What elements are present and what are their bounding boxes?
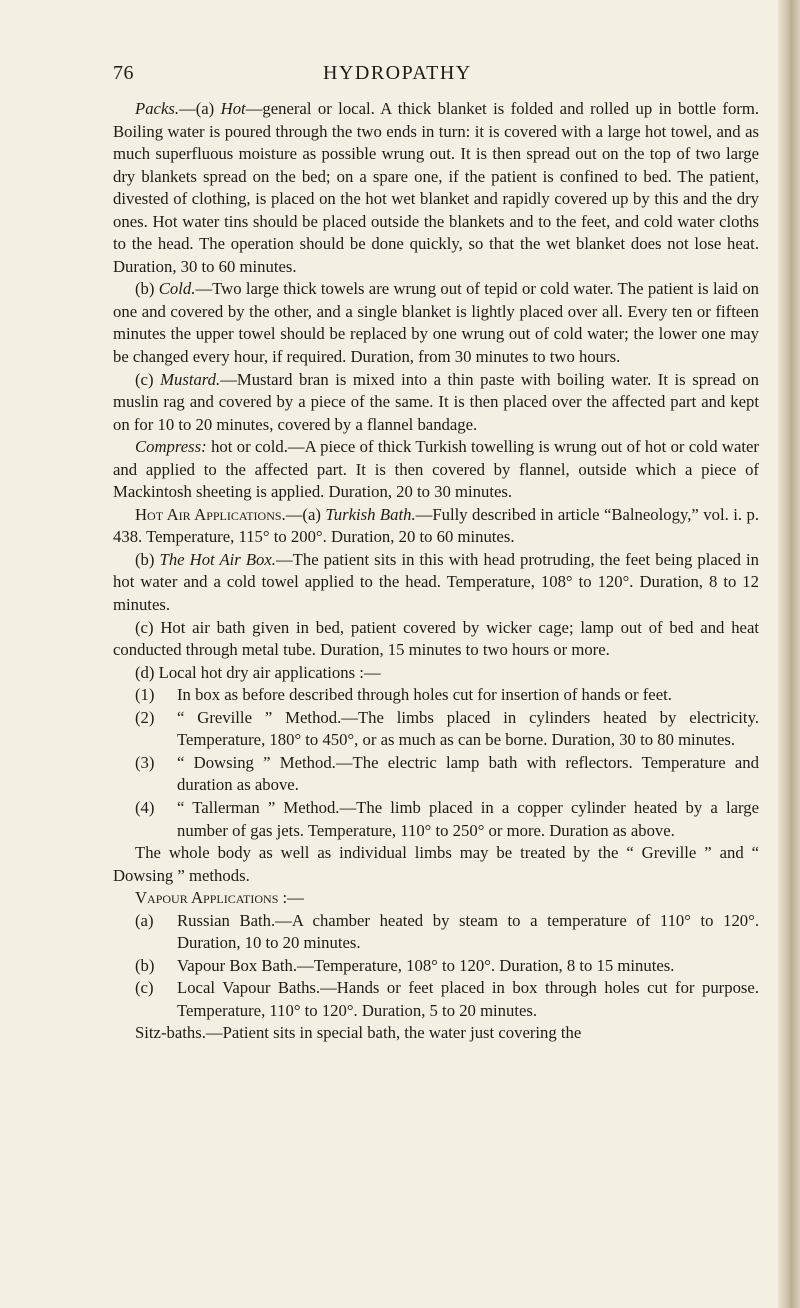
paragraph-packs-mustard bbox=[113, 369, 759, 437]
list-text: Vapour Box Bath.—Temperature, 108° to 120°. Duration, 8 to 15 minutes. bbox=[177, 955, 675, 975]
list-number: (a) bbox=[135, 910, 154, 930]
page-header bbox=[0, 62, 800, 92]
paragraph-text: Sitz-baths.—Patient sits in special bath, the water just covering the bbox=[135, 1023, 582, 1043]
subheading-mustard: Mustard. bbox=[160, 369, 221, 389]
label: (d) bbox=[135, 662, 155, 682]
label: (b) bbox=[135, 279, 155, 299]
list-text: “ Greville ” Method.—The limbs placed in cylinders heated by electricity. Temperature, 180° to 450°, or as much as can be borne. Duration, 30 to 80 minutes. bbox=[177, 707, 759, 750]
list-text: In box as before described through holes cut for insertion of hands or feet. bbox=[177, 685, 672, 705]
page-edge bbox=[778, 0, 800, 1308]
paragraph-compress bbox=[113, 436, 759, 504]
label: (c) bbox=[135, 617, 154, 637]
paragraph-hot-air-turkish bbox=[113, 504, 759, 549]
body-text bbox=[113, 98, 759, 1045]
paragraph-text: —The patient sits in this with head protruding, the feet being placed in hot water and a cold towel applied to the head. Temperature, 108° to 120°. Duration, 8 to 12 minutes. bbox=[113, 549, 759, 615]
list-item bbox=[135, 955, 759, 978]
hot-air-heading: Hot Air Applications. bbox=[135, 504, 286, 524]
paragraph-text: Local hot dry air applications :— bbox=[158, 662, 381, 682]
list-text: “ Dowsing ” Method.—The electric lamp bath with reflectors. Temperature and duration as above. bbox=[177, 752, 759, 795]
paragraph-text: Hot air bath given in bed, patient covered by wicker cage; lamp out of bed and heat conducted through metal tube. Duration, 15 minutes to two hours or more. bbox=[113, 617, 760, 660]
list-item bbox=[135, 977, 759, 1022]
list-number: (2) bbox=[135, 707, 155, 727]
list-number: (b) bbox=[135, 955, 155, 975]
paragraph-text: —Mustard bran is mixed into a thin paste with boiling water. It is spread on muslin rag and covered by a piece of the same. It is then placed over the affected part and kept on for 10 to 20 minutes, covered by a flannel bandage. bbox=[113, 369, 759, 434]
label: —(a) bbox=[285, 504, 321, 524]
paragraph-hot-air-box bbox=[113, 549, 759, 617]
label: (b) bbox=[135, 549, 155, 569]
running-title: HYDROPATHY bbox=[323, 62, 472, 84]
list-item bbox=[135, 797, 759, 842]
paragraph-text: —Two large thick towels are wrung out of tepid or cold water. The patient is laid on one and covered by the other, and a single blanket is lightly placed over all. Every ten or fifteen minutes the upper towel should be replaced by one wrung out of cold water; the lower one may be changed every hour, if required. Duration, from 30 minutes to two hours. bbox=[113, 279, 760, 367]
vapour-heading-line bbox=[113, 887, 759, 910]
list-item bbox=[135, 707, 759, 752]
paragraph-hot-air-bed bbox=[113, 617, 759, 662]
list-item bbox=[135, 684, 759, 707]
list-number: (3) bbox=[135, 752, 155, 772]
list-number: (4) bbox=[135, 797, 155, 817]
list-number: (c) bbox=[135, 978, 154, 998]
subheading-hot-air-box: The Hot Air Box. bbox=[159, 549, 276, 569]
label: (c) bbox=[135, 369, 154, 389]
list-text: Local Vapour Baths.—Hands or feet placed in box through holes cut for purpose. Temperature, 110° to 120°. Duration, 5 to 20 minutes. bbox=[177, 978, 759, 1020]
list-item bbox=[135, 910, 759, 955]
paragraph-whole-body bbox=[113, 842, 759, 887]
label: (a) bbox=[195, 99, 215, 118]
packs-heading: Packs. bbox=[135, 99, 180, 118]
method-list bbox=[113, 684, 759, 842]
paragraph-sitz-baths bbox=[113, 1022, 759, 1045]
subheading-hot: Hot bbox=[220, 99, 246, 118]
list-text: Russian Bath.—A chamber heated by steam to a temperature of 110° to 120°. Duration, 10 to 20 minutes. bbox=[177, 910, 759, 953]
paragraph-text: —general or local. A thick blanket is folded and rolled up in bottle form. Boiling water is poured through the two ends in turn: it is covered with a large hot towel, and as much superfluous moisture as possible wrung out. It is then spread out on the top of two large dry blankets spread on the bed; on a spare one, if the patient is confined to bed. The patient, divested of clothing, is placed on the hot wet blanket and rapidly covered up by this and the dry ones. Hot water tins should be placed outside the blankets and to the feet, and cold water cloths to the head. The operation should be done quickly, so that the wet blanket does not lose heat. Duration, 30 to 60 minutes. bbox=[113, 99, 759, 276]
subheading-cold: Cold. bbox=[158, 279, 196, 299]
paragraph-text: —Fully described in article “Balneology,” vol. i. p. 438. Temperature, 115° to 200°. Duration, 20 to 60 minutes. bbox=[113, 504, 759, 547]
page-number: 76 bbox=[113, 62, 134, 84]
paragraph-packs-hot: Packs.—(a) Hot—general or local. A thick blanket is folded and rolled up in bottle form. Boiling water is poured through the two ends in turn: it is covered with a large hot towel, and as much superfluous moisture as possible wrung out. It is then spread out on the top of two large dry blankets spread on the bed; on a spare one, if the patient is confined to bed. The patient, divested of clothing, is placed on the hot wet blanket and rapidly covered up by this and the dry ones. Hot water tins should be placed outside the blankets and to the feet, and cold water cloths to the head. The operation should be done quickly, so that the wet blanket does not lose heat. Duration, 30 to 60 minutes. bbox=[113, 99, 759, 276]
vapour-heading: Vapour Applications :— bbox=[135, 888, 304, 908]
paragraph-packs-cold bbox=[113, 278, 759, 368]
vapour-list bbox=[113, 910, 759, 1023]
subheading-compress: Compress: bbox=[135, 437, 207, 457]
list-item bbox=[135, 752, 759, 797]
subheading-turkish-bath: Turkish Bath. bbox=[325, 504, 416, 524]
list-text: “ Tallerman ” Method.—The limb placed in a copper cylinder heated by a large number of gas jets. Temperature, 110° to 250° or more. Duration as above. bbox=[177, 797, 759, 840]
paragraph-text: hot or cold.—A piece of thick Turkish towelling is wrung out of hot or cold water and applied to the affected part. It is then covered by flannel, outside which a piece of Mackintosh sheeting is applied. Duration, 20 to 30 minutes. bbox=[113, 437, 759, 502]
paragraph-local-hot-air bbox=[113, 662, 759, 685]
list-number: (1) bbox=[135, 685, 155, 705]
paragraph-text: The whole body as well as individual limbs may be treated by the “ Greville ” and “ Dowsing ” methods. bbox=[113, 843, 759, 885]
